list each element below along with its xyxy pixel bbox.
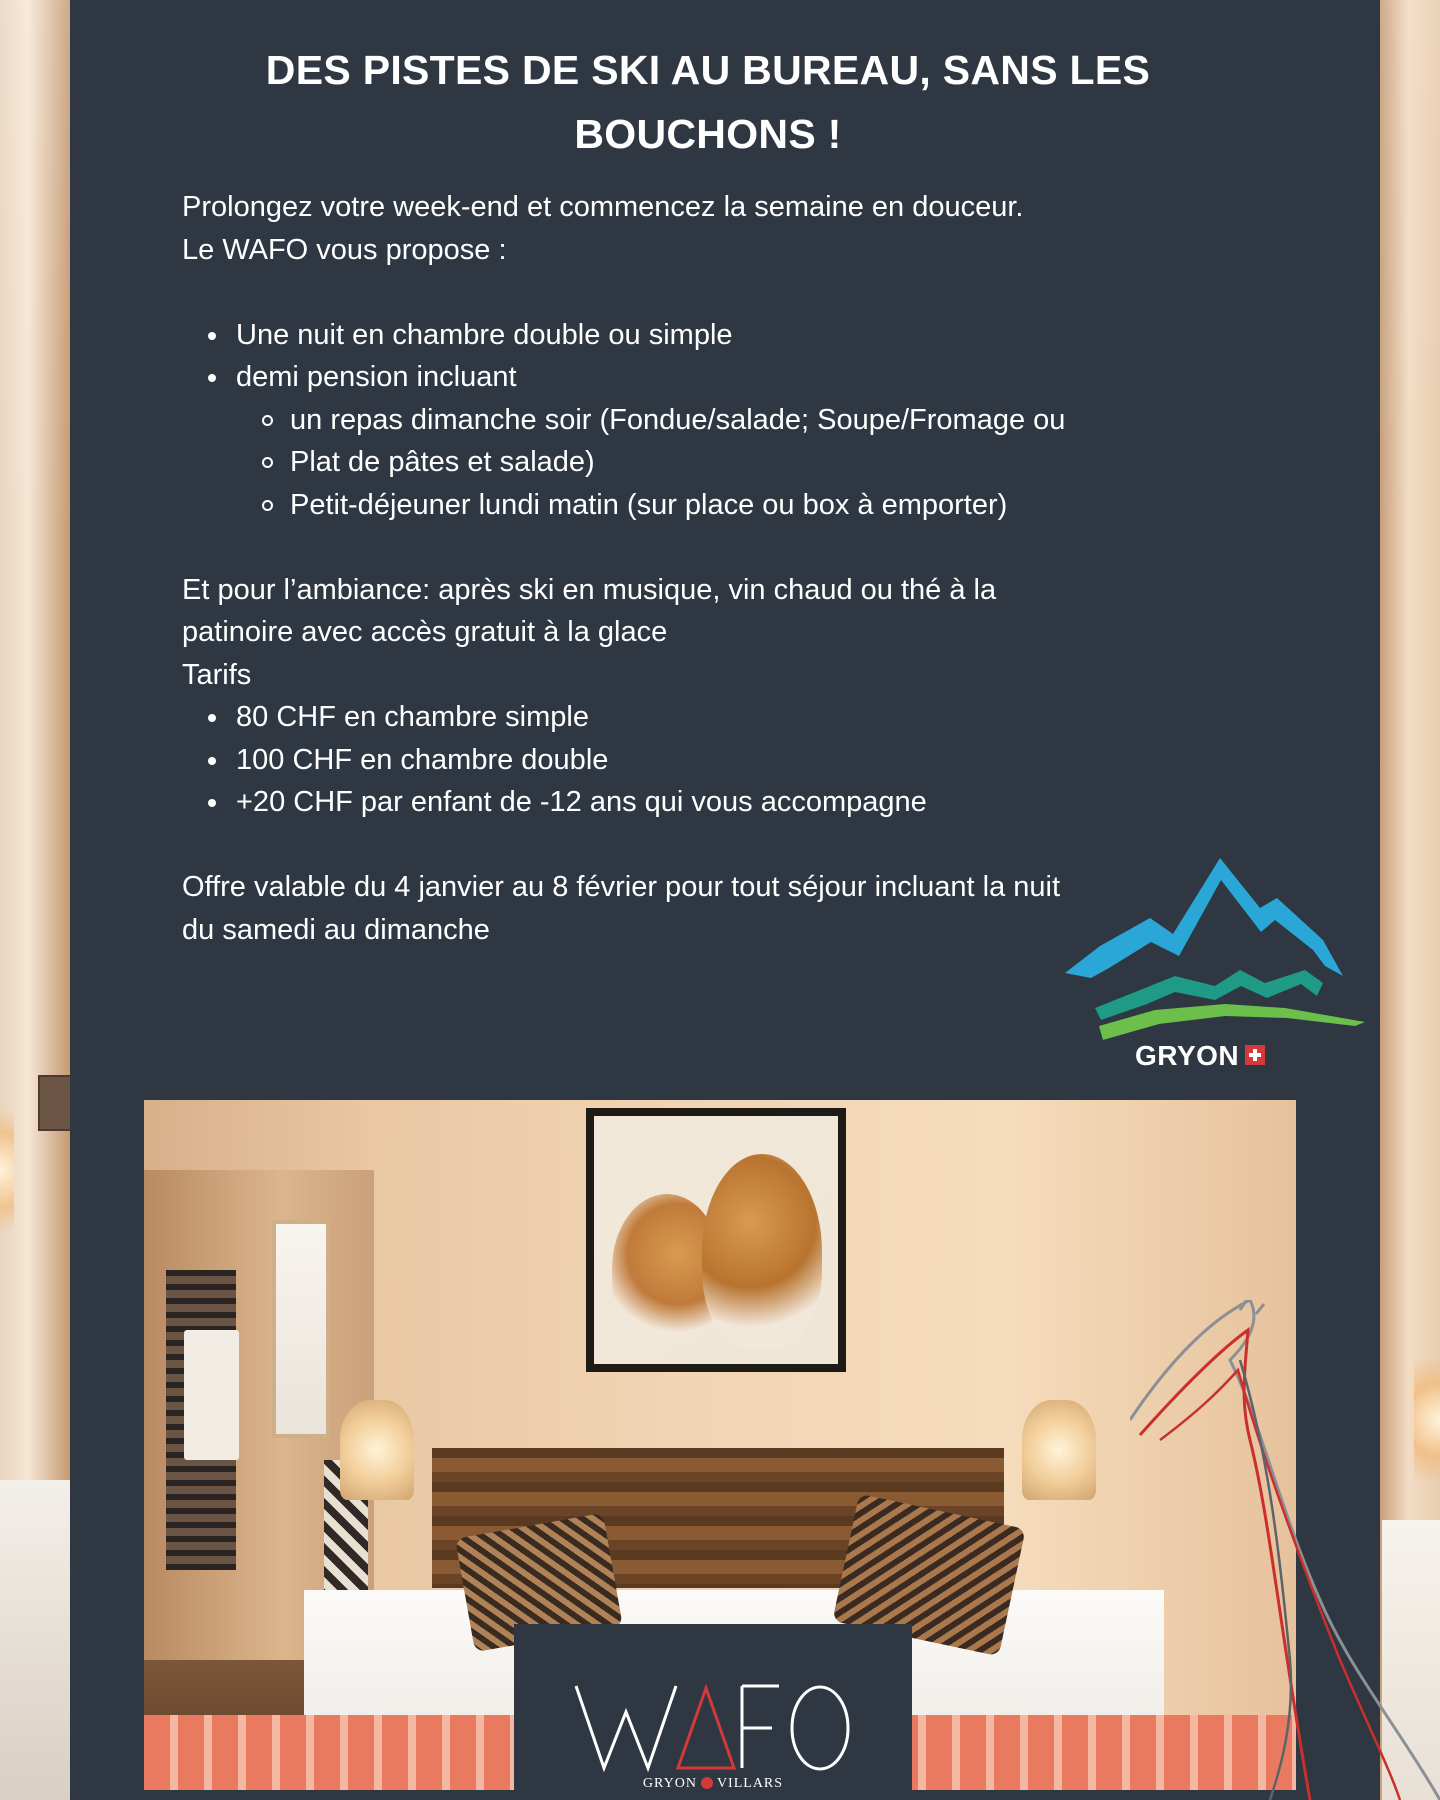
offer-item: demi pension incluant [182,356,1182,399]
headline [0,38,1416,166]
gryon-text: GRYON [1135,1040,1240,1071]
intro-line-2: Le WAFO vous propose : [182,233,507,266]
background-left-photo [0,0,70,1800]
wafo-subtitle [514,1776,912,1792]
offer-text [182,186,1182,951]
validity-line-1: Offre valable du 4 janvier au 8 février pour tout séjour incluant la nuit [182,871,1061,903]
offer-sub-item: Petit-déjeuner lundi matin (sur place ou box à emporter) [182,484,1182,527]
background-bed [0,1480,70,1800]
wafo-subtitle-left: GRYON [642,1776,697,1791]
wafo-subtitle-right: VILLARS [716,1776,784,1791]
validity-line-2: du samedi au dimanche [182,913,490,946]
mountain-base-ribbon [1099,1004,1365,1040]
headline-line-2: BOUCHONS ! [574,111,842,157]
offer-list [182,314,1182,527]
photo-towel [184,1330,239,1460]
ambiance-line-2: patinoire avec accès gratuit à la glace [182,616,668,648]
wafo-wordmark-logo [574,1682,854,1772]
ambiance-line-1: Et pour l’ambiance: après ski en musique, vin chaud ou thé à la [182,573,997,606]
photo-pendant-lamp-right [1022,1400,1096,1500]
wafo-letter-o [792,1687,848,1769]
spacer [182,526,1182,569]
wafo-logo-box [514,1624,912,1800]
spacer [182,271,1182,314]
tarifs-list [182,696,1182,824]
spacer [182,824,1182,867]
wafo-letter-a [678,1688,734,1768]
giraffe-outline-red-2 [1160,1370,1400,1800]
photo-tiger-artwork [586,1108,846,1372]
offer-sub-item-continued [182,441,1182,484]
tarifs-heading: Tarifs [182,658,252,691]
mountain-top-ribbon [1065,858,1343,978]
wafo-letter-f [742,1686,779,1768]
offer-sub-item-text: Plat de pâtes et salade) [290,446,595,478]
photo-window [272,1220,330,1438]
tarif-item: 100 CHF en chambre double [182,739,1182,782]
headline-line-1: DES PISTES DE SKI AU BUREAU, SANS LES [265,47,1151,93]
tarif-item: +20 CHF par enfant de -12 ans qui vous accompagne [182,781,1182,824]
intro-line-1: Prolongez votre week-end et commencez la semaine en douceur. [182,191,1024,223]
wafo-letter-w [576,1686,676,1768]
giraffe-outline-red-1 [1140,1330,1310,1800]
photo-pendant-lamp-left [340,1400,414,1500]
giraffe-line-icon [1130,1300,1440,1800]
giraffe-outline-gray [1130,1300,1440,1800]
swiss-flag-icon [1245,1045,1265,1065]
artwork-canvas [594,1116,838,1364]
tarif-item: 80 CHF en chambre simple [182,696,1182,739]
swiss-flag-icon [701,1777,713,1789]
tiger-right [702,1154,822,1349]
offer-sub-item: un repas dimanche soir (Fondue/salade; Soupe/Fromage ou [182,399,1182,442]
background-lamp [0,1110,14,1230]
background-frame [38,1075,72,1131]
gryon-wordmark [1135,1040,1345,1072]
offer-item: Une nuit en chambre double ou simple [182,314,1182,357]
